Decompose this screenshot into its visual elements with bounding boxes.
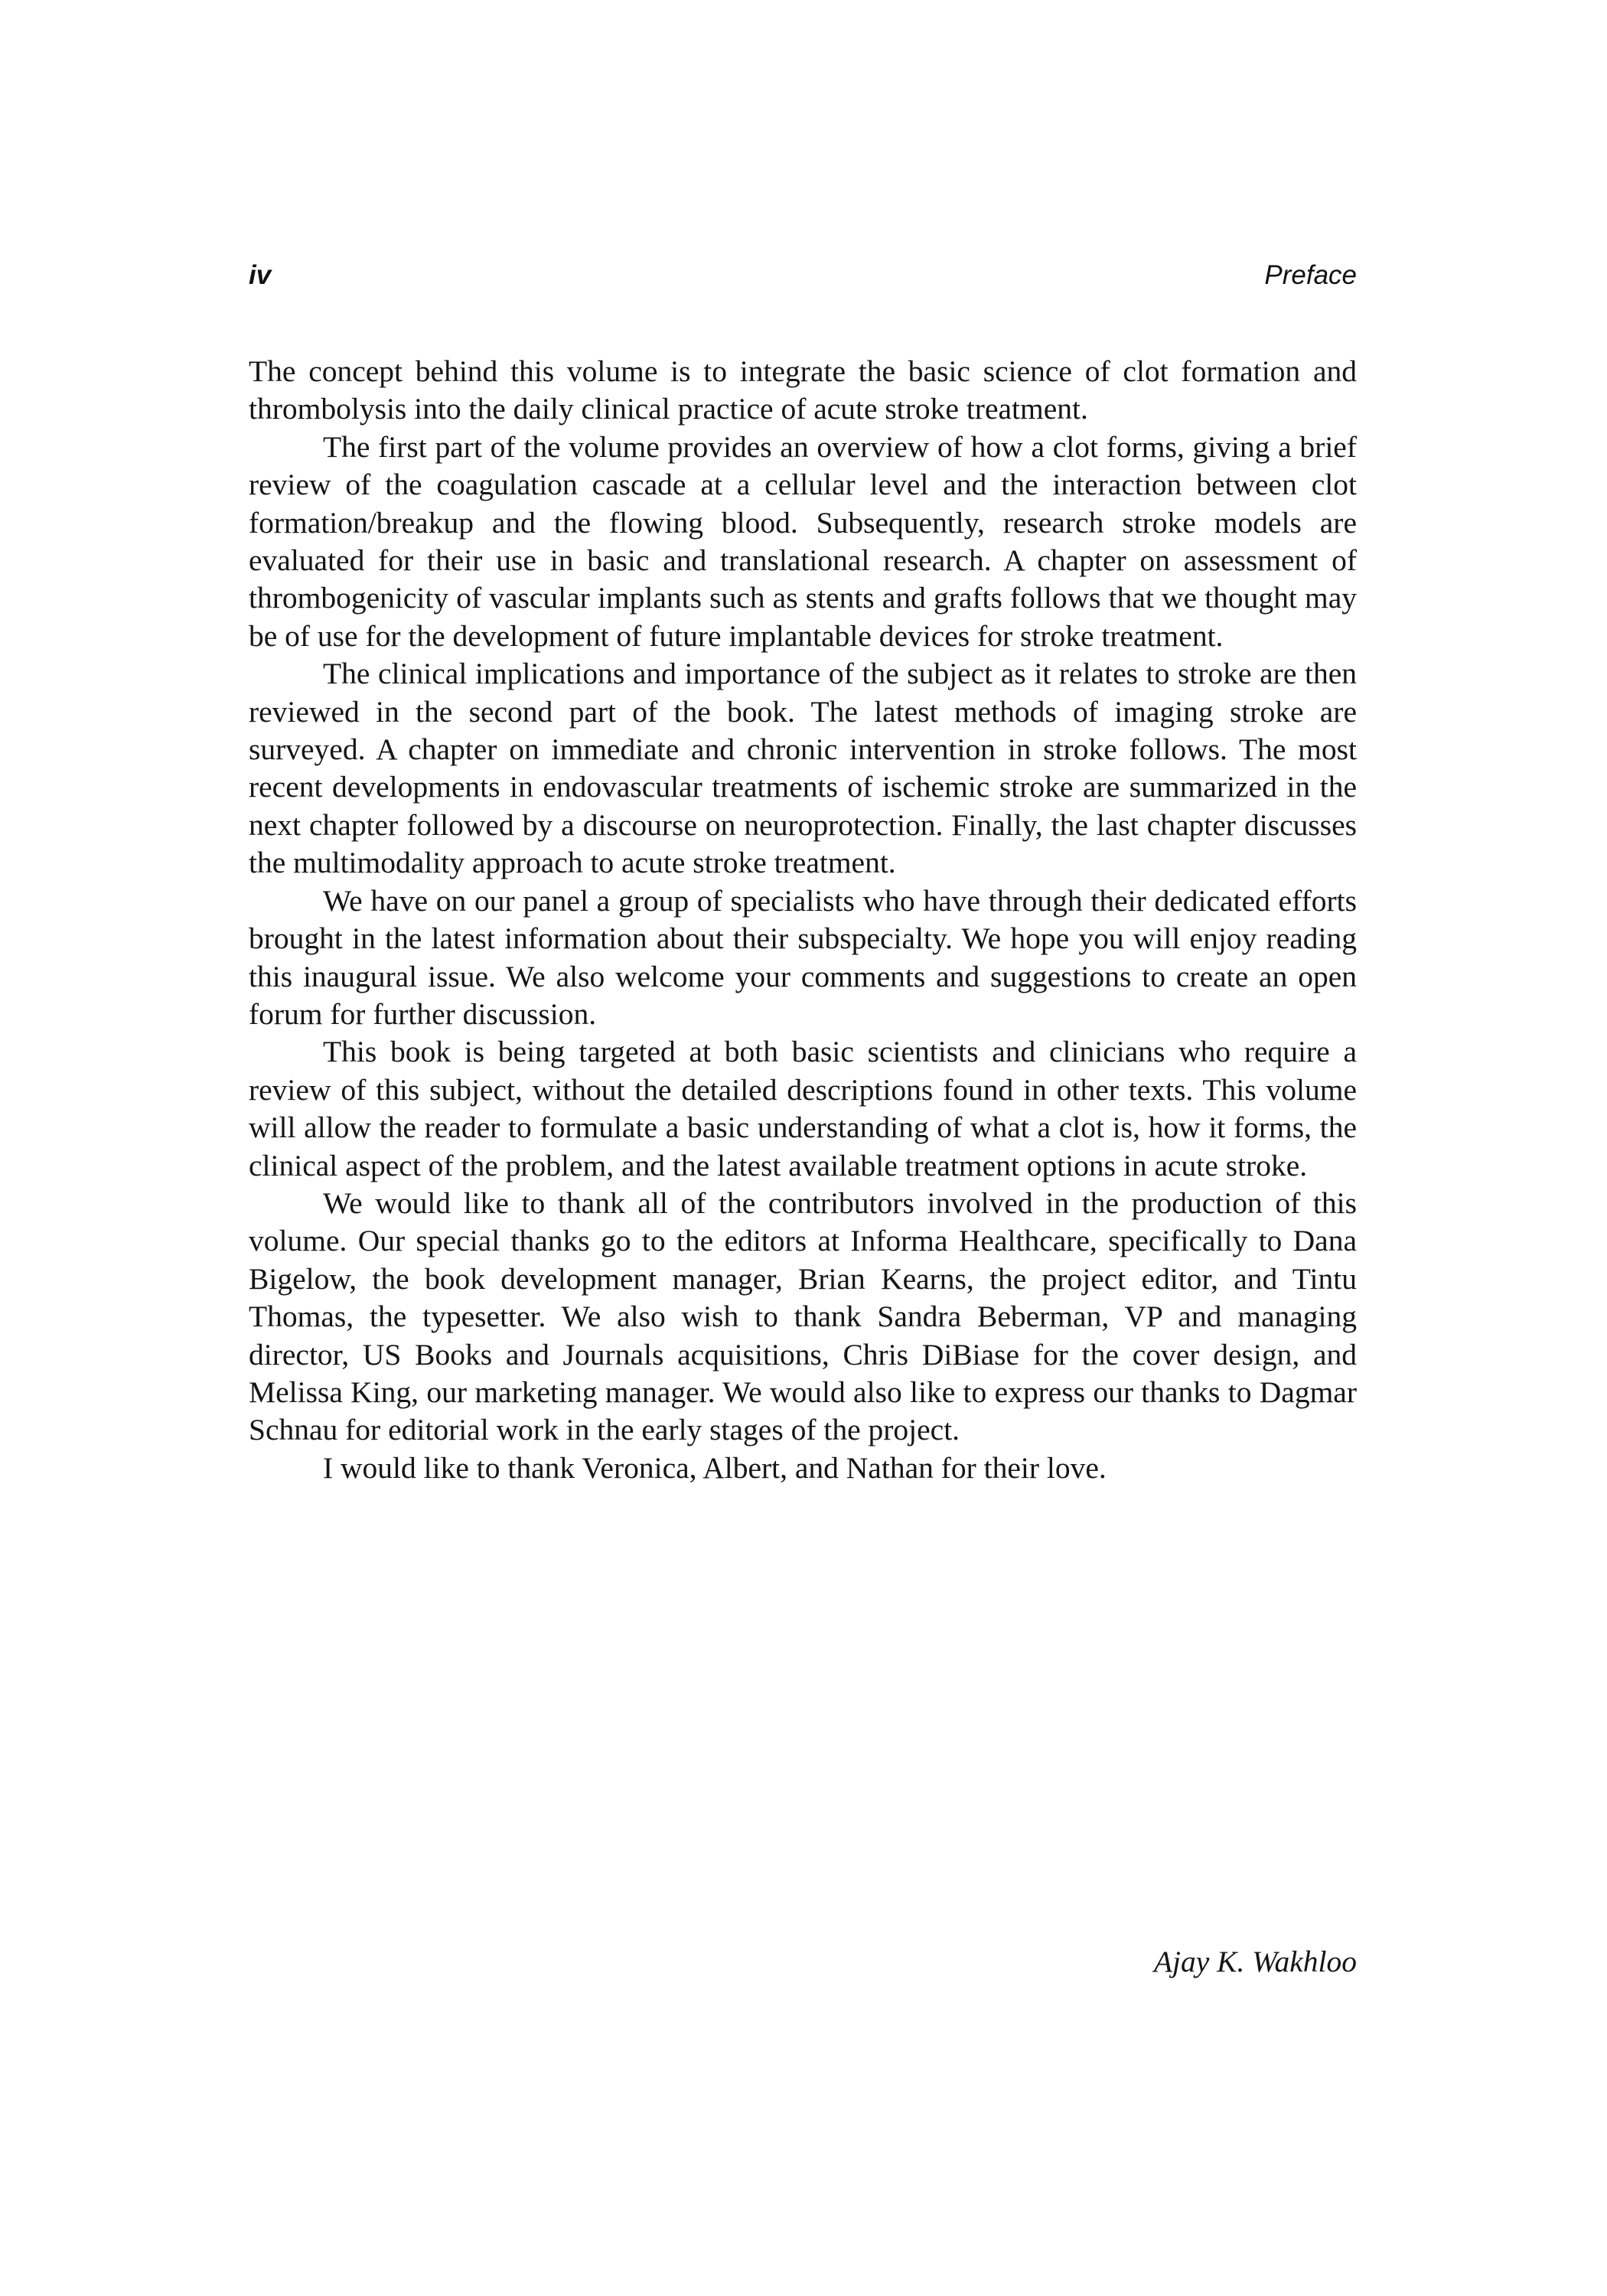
section-title: Preface bbox=[1264, 260, 1357, 290]
paragraph-audience: This book is being targeted at both basic scientists and clinicians who require a review of this subject, without the detailed descriptions found in other texts. This volume will allow the reader to formulate a basic understanding of what a clot is, how it forms, the clinical aspect of the problem, and the latest available treatment options in acute stroke. bbox=[249, 1035, 1357, 1182]
paragraph-specialists: We have on our panel a group of specialists who have through their dedicated efforts brought in the latest information about their subspecialty. We hope you will enjoy reading this inaugural issue. We also welcome your comments and suggestions to create an open forum for further discussion. bbox=[249, 883, 1357, 1031]
paragraph-dedication: I would like to thank Veronica, Albert, and Nathan for their love. bbox=[323, 1450, 1107, 1485]
paragraph-part-one: The first part of the volume provides an overview of how a clot forms, giving a brief review of the coagulation cascade at a cellular level and the interaction between clot formation/breakup and the flowing blood. Subsequently, research stroke models are evaluated for their use in basic and translational research. A chapter on assessment of thrombogenicity of vascular implants such as stents and grafts follows that we thought may be of use for the development of future implantable devices for stroke treatment. bbox=[249, 429, 1357, 653]
running-head bbox=[249, 260, 1357, 298]
page-number: iv bbox=[249, 260, 272, 290]
preface-body bbox=[249, 353, 1357, 1487]
paragraph-intro: The concept behind this volume is to integrate the basic science of clot formation and thrombolysis into the daily clinical practice of acute stroke treatment. bbox=[249, 354, 1357, 426]
paragraph-part-two: The clinical implications and importance of the subject as it relates to stroke are then reviewed in the second part of the book. The latest methods of imaging stroke are surveyed. A chapter on immediate and chronic intervention in stroke follows. The most recent developments in endovascular treatments of ischemic stroke are summarized in the next chapter followed by a discourse on neuroprotection. Finally, the last chapter discusses the multimodality approach to acute stroke treatment. bbox=[249, 657, 1357, 880]
paragraph-acknowledgments: We would like to thank all of the contributors involved in the production of this volume. Our special thanks go to the editors at Informa Healthcare, specifically to Dana Bigelow, the book development manager, Brian Kearns, the project editor, and Tintu Thomas, the typesetter. We also wish to thank Sandra Beberman, VP and managing director, US Books and Journals acquisitions, Chris DiBiase for the cover design, and Melissa King, our marketing manager. We would also like to express our thanks to Dagmar Schnau for editorial work in the early stages of the project. bbox=[249, 1186, 1357, 1447]
book-page bbox=[249, 260, 1357, 1978]
author-signature: Ajay K. Wakhloo bbox=[1153, 1945, 1357, 1978]
